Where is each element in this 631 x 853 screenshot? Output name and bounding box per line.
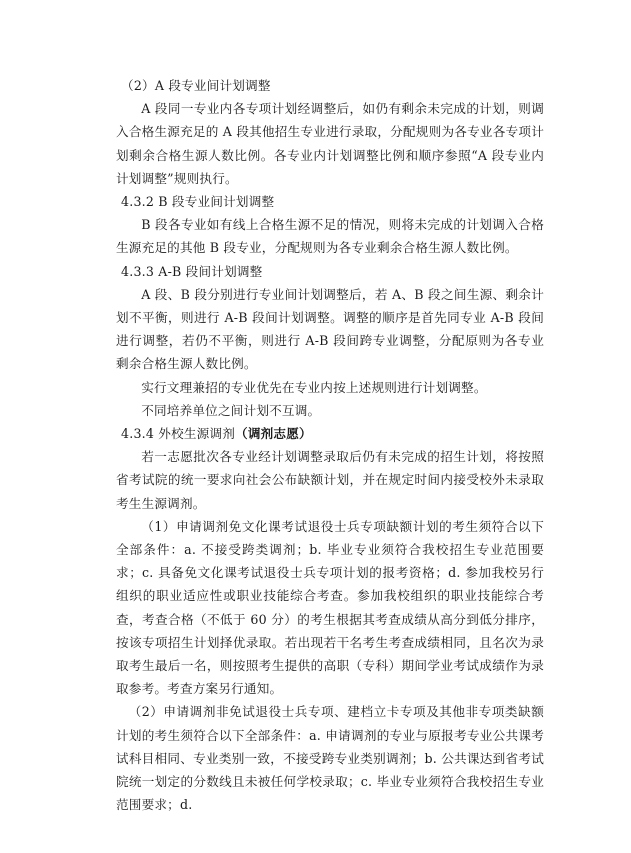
section-heading-a-inter-major: （2）A 段专业间计划调整 — [121, 78, 271, 93]
section-heading-4-3-4-text: 4.3.4 外校生源调剂 — [121, 426, 236, 442]
section-heading-4-3-3: 4.3.3 A-B 段间计划调整 — [121, 263, 263, 279]
section-heading-4-3-2: 4.3.2 B 段专业间计划调整 — [121, 194, 275, 210]
paragraph-arts-science: 实行文理兼招的专业优先在专业内按上述规则进行计划调整。 — [141, 379, 487, 395]
section-heading-4-3-4 — [116, 422, 544, 445]
paragraph-no-cross-unit: 不同培养单位之间计划不互调。 — [141, 402, 321, 418]
paragraph-transfer-condition-1: （1）申请调剂免文化课考试退役士兵专项缺额计划的考生须符合以下全部条件：a. 不接受跨类调剂；b. 毕业专业须符合我校招生专业范围要求；c. 具备免文化课考试退役士兵专项计划的报考资格；d. 参加我校另行组织的职业适应性或职业技能综合考查。参加我校组织的职业技能综合考查，考查合格（不低于 60 分）的考生根据其考查成绩从高分到低分排序，按该专项招生计划择优录取。若出现若干名考生考查成绩相同，且名次为录取考生最后一名，则按照考生提供的高职（专科）期间学业考试成绩作为录取参考。考查方案另行通知。 — [116, 518, 544, 697]
paragraph-a-inter-major: A 段同一专业内各专项计划经调整后，如仍有剩余未完成的计划，则调入合格生源充足的 A 段其他招生专业进行录取，分配规则为各专业各专项计划剩余合格生源人数比例。各专业内计划调整比例和顺序参照“A 段专业内计划调整”规则执行。 — [116, 101, 544, 186]
paragraph-b-inter-major: B 段各专业如有线上合格生源不足的情况，则将未完成的计划调入合格生源充足的其他 B 段专业，分配规则为各专业剩余合格生源人数比例。 — [116, 217, 544, 256]
section-heading-4-3-4-bold: （调剂志愿） — [235, 426, 312, 442]
paragraph-external-transfer: 若一志愿批次各专业经计划调整录取后仍有未完成的招生计划，将按照省考试院的统一要求向社会公布缺额计划，并在规定时间内接受校外未录取考生生源调剂。 — [116, 449, 544, 511]
document-body — [116, 74, 544, 817]
paragraph-transfer-condition-2: （2）申请调剂非免试退役士兵专项、建档立卡专项及其他非专项类缺额计划的考生须符合以下全部条件：a. 申请调剂的专业与原报考专业公共课考试科目相同、专业类别一致，不接受跨专业类别调剂；b. 公共课达到省考试院统一划定的分数线且未被任何学校录取；c. 毕业专业须符合我校招生专业范围要求；d. — [116, 704, 544, 813]
paragraph-a-b-adjustment: A 段、B 段分别进行专业间计划调整后，若 A、B 段之间生源、剩余计划不平衡，则进行 A-B 段间计划调整。调整的顺序是首先同专业 A-B 段间进行调整，若仍不平衡，则进行 A-B 段间跨专业调整，分配原则为各专业剩余合格生源人数比例。 — [116, 286, 544, 372]
